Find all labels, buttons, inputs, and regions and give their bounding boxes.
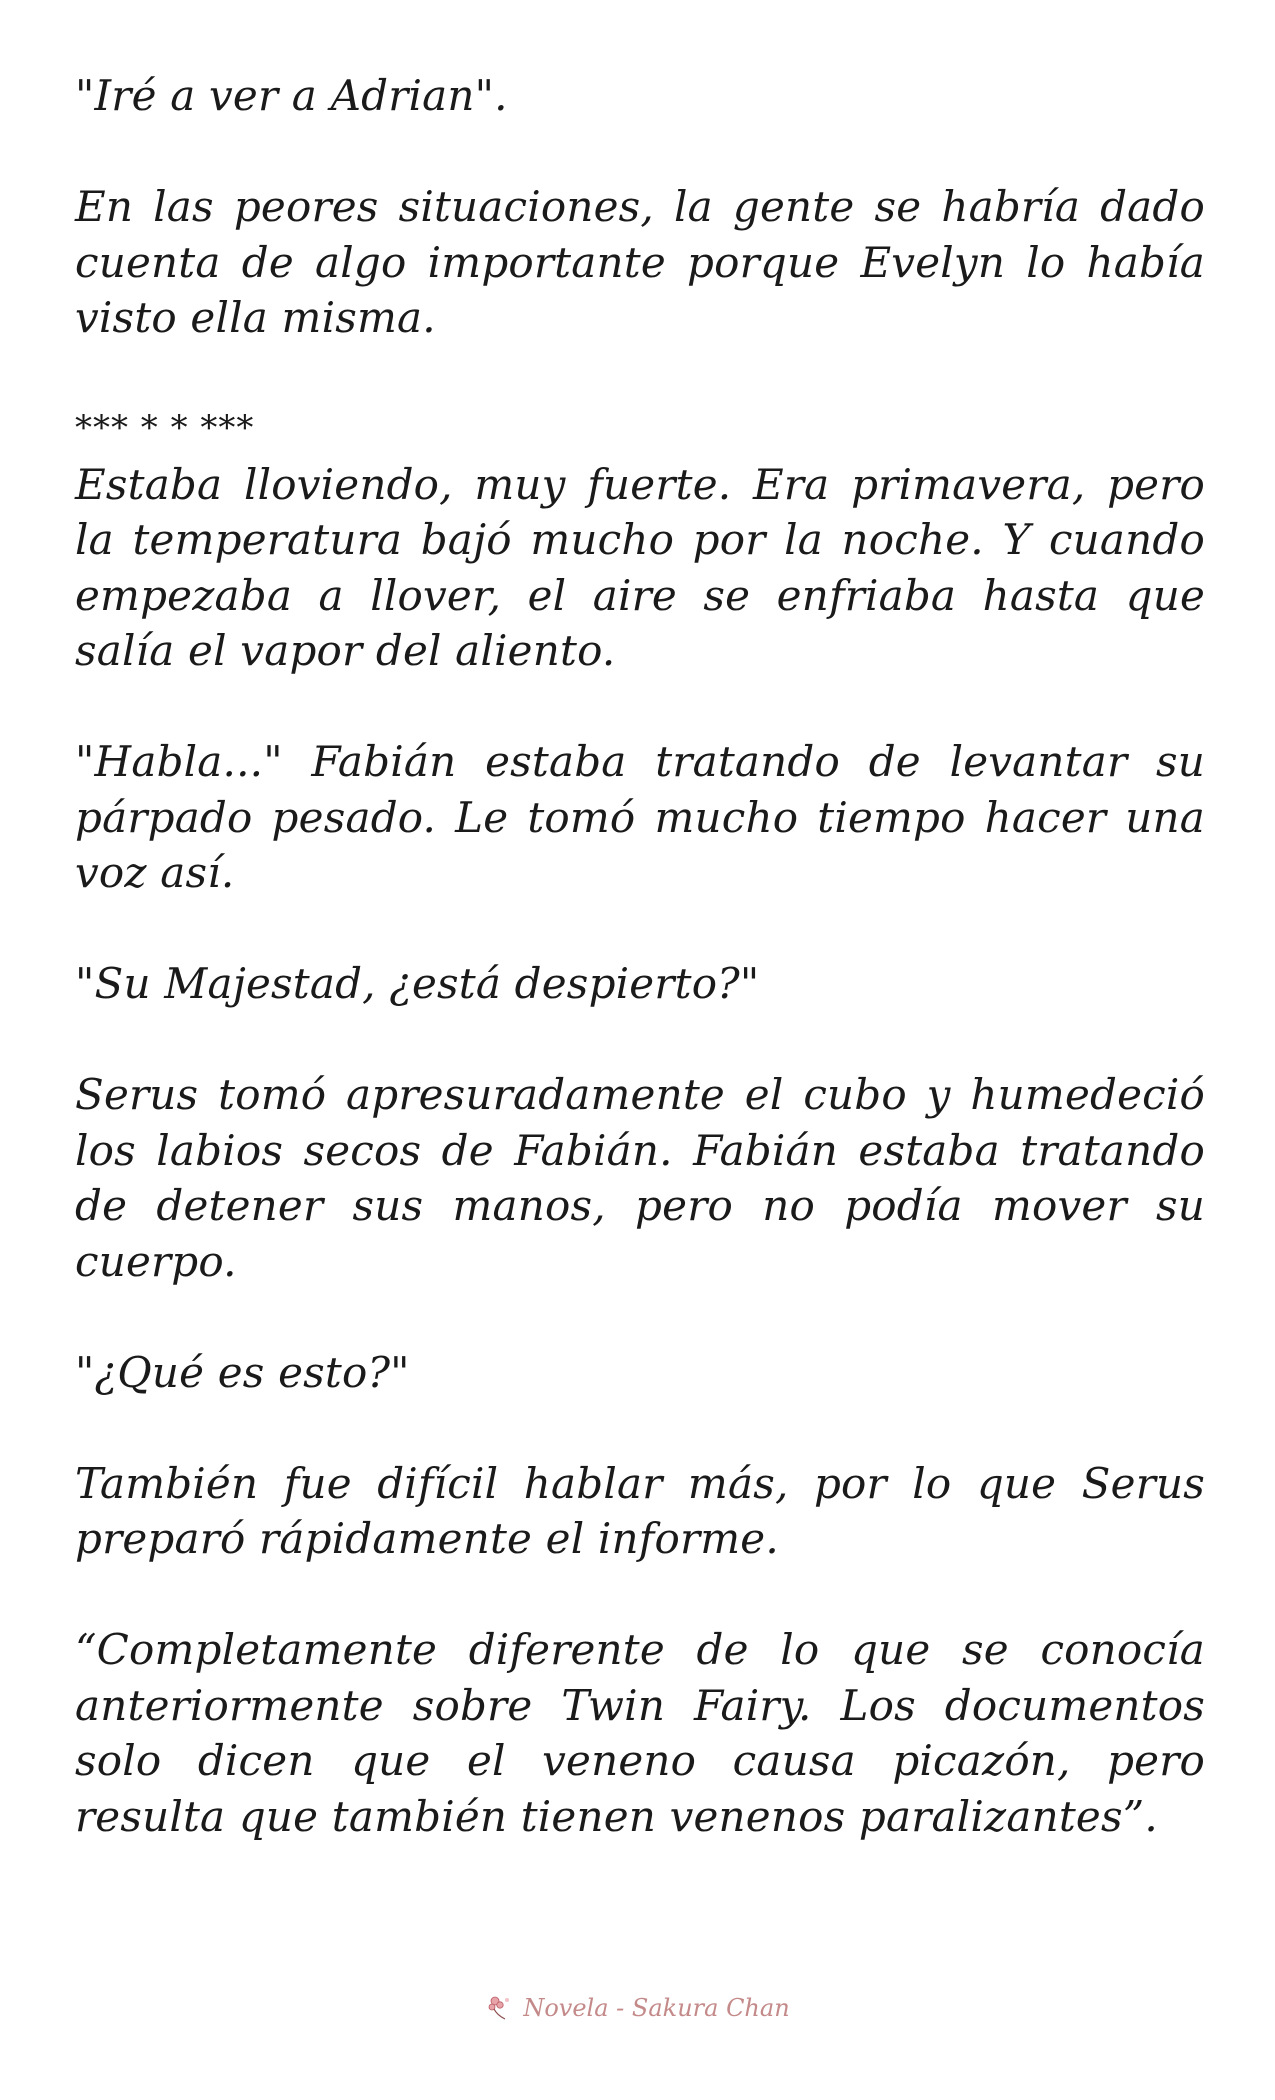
sakura-flower-icon — [485, 1994, 515, 2022]
paragraph-8: También fue difícil hablar más, por lo que Serus preparó rápidamente el informe. — [75, 1458, 1205, 1563]
paragraph-1: "Iré a ver a Adrian". — [75, 71, 508, 120]
paragraph-spacer — [75, 346, 1205, 402]
paragraph-7: "¿Qué es esto?" — [75, 1347, 410, 1397]
document-body — [75, 68, 1205, 1844]
paragraph-6: Serus tomó apresuradamente el cubo y humedeció los labios secos de Fabián. Fabián estaba tratando de detener sus manos, pero no podía mover su cuerpo. — [75, 1070, 1205, 1286]
watermark — [0, 1994, 1275, 2022]
paragraph-2: En las peores situaciones, la gente se habría dado cuenta de algo importante porque Evelyn lo había visto ella misma. — [75, 182, 1205, 342]
paragraph-5: "Su Majestad, ¿está despierto?" — [75, 959, 760, 1008]
paragraph-3: Estaba lloviendo, muy fuerte. Era primavera, pero la temperatura bajó mucho por la noche. Y cuando empezaba a llover, el aire se enfriaba hasta que salía el vapor del aliento. — [75, 459, 1205, 675]
watermark-text: Novela - Sakura Chan — [523, 1994, 790, 2022]
scene-separator: *** * * *** — [75, 408, 255, 448]
paragraph-4: "Habla..." Fabián estaba tratando de levantar su párpado pesado. Le tomó mucho tiempo hacer una voz así. — [75, 737, 1205, 897]
paragraph-9: “Completamente diferente de lo que se conocía anteriormente sobre Twin Fairy. Los documentos solo dicen que el veneno causa picazón, pero resulta que también tienen venenos paralizantes”. — [75, 1625, 1205, 1841]
